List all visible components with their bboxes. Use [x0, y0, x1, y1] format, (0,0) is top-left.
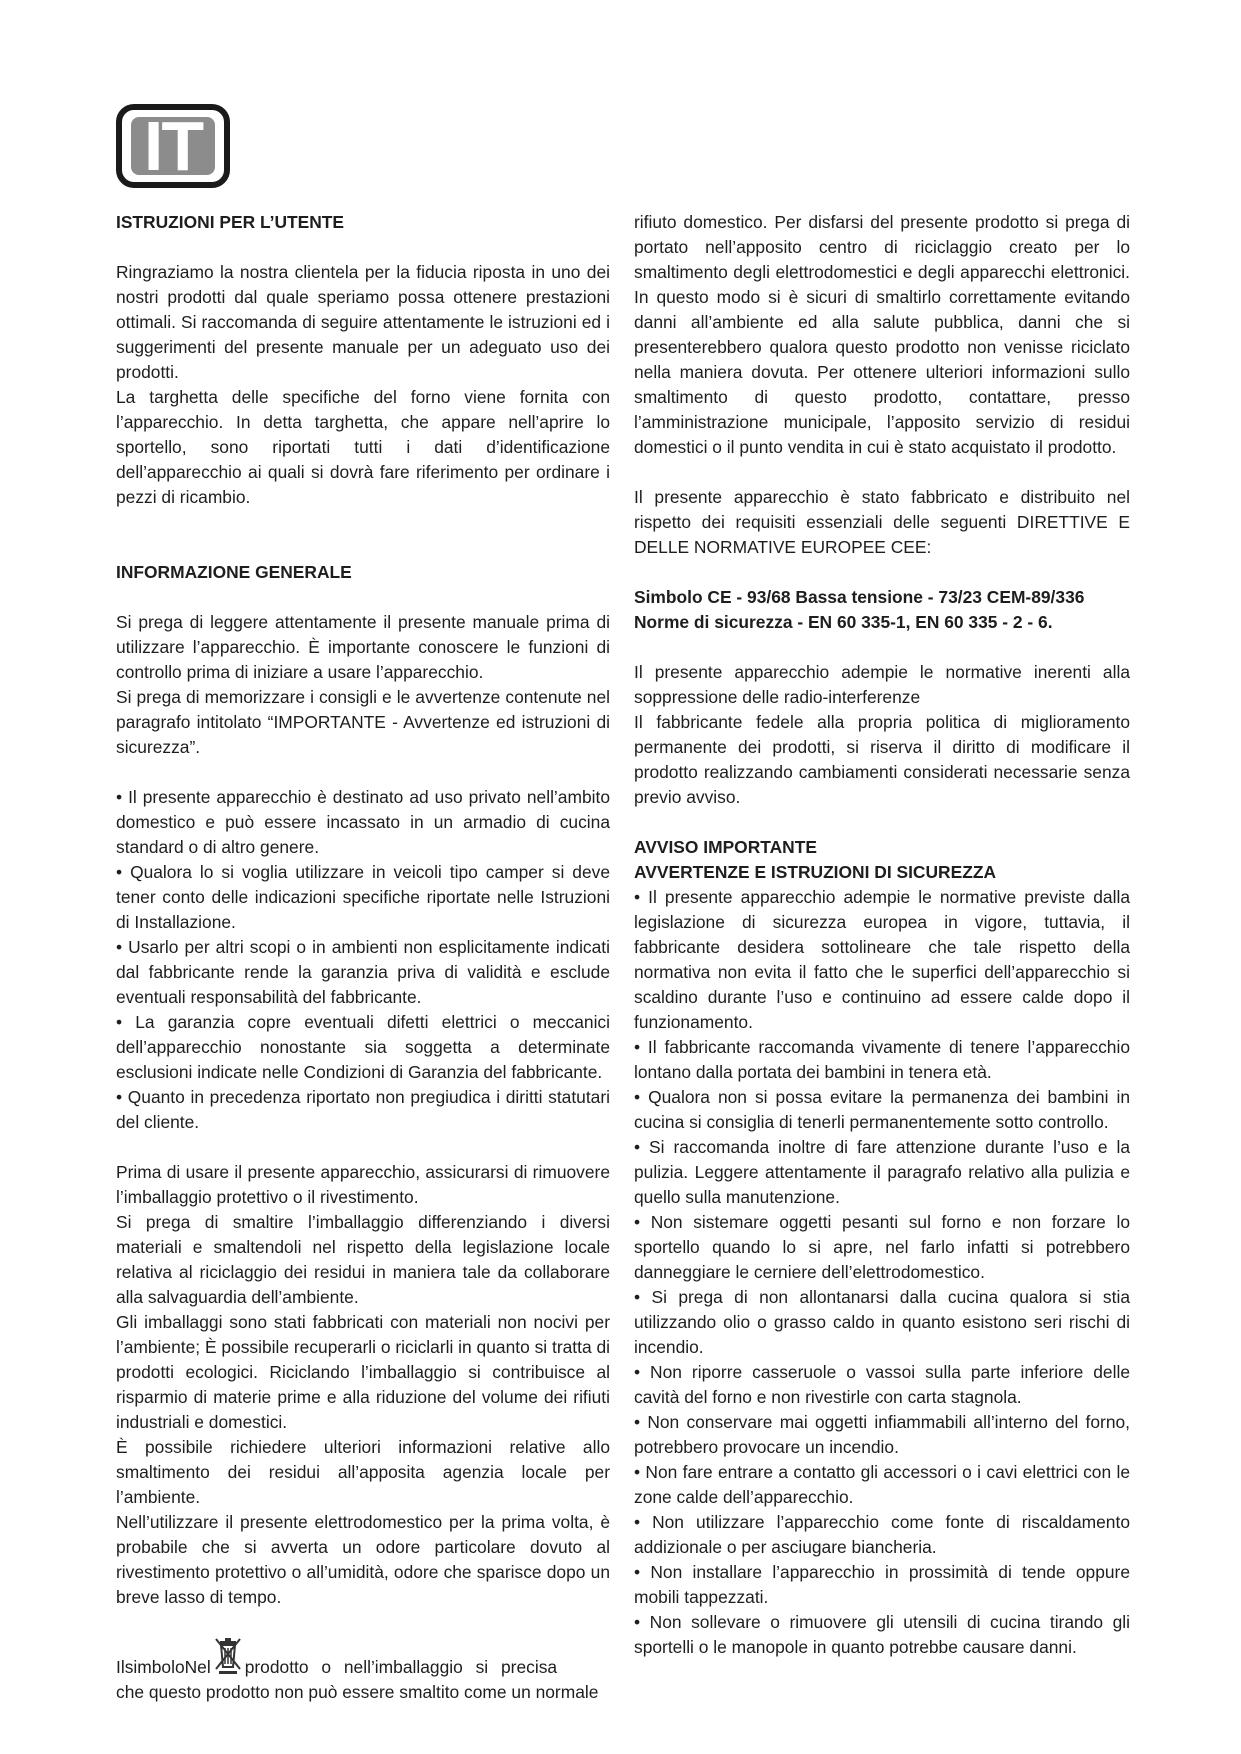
right-column — [634, 210, 1130, 1660]
directives-paragraph: Il presente apparecchio è stato fabbricato e distribuito nel rispetto dei requisiti essenziali delle seguenti DIRETTIVE E DELLE NORMATIVE EUROPEE CEE: — [634, 487, 1130, 557]
general-bullet: • Qualora lo si voglia utilizzare in veicoli tipo camper si deve tener conto delle indicazioni specifiche riportate nelle Istruzioni di Installazione. — [116, 862, 610, 932]
heading-user-instructions: ISTRUZIONI PER L’UTENTE — [116, 212, 345, 232]
packaging-paragraph-5: Nell’utilizzare il presente elettrodomestico per la prima volta, è probabile che si avverta un odore particolare dovuto al rivestimento protettivo o all’umidità, odore che sparisce dopo un breve lasso di tempo. — [116, 1512, 610, 1607]
safety-bullet: • Non conservare mai oggetti infiammabili all’interno del forno, potrebbero provocare un incendio. — [634, 1412, 1130, 1457]
safety-bullet: • Non installare l’apparecchio in prossimità di tende oppure mobili tappezzati. — [634, 1562, 1130, 1607]
safety-bullet: • Non fare entrare a contatto gli accessori o i cavi elettrici con le zone calde dell’apparecchio. — [634, 1462, 1130, 1507]
manufacturer-paragraph: Il fabbricante fedele alla propria politica di miglioramento permanente dei prodotti, si riserva il diritto di modificare il prodotto realizzando cambiamenti considerati necessarie senza previo avviso. — [634, 712, 1130, 807]
symbol-paragraph — [116, 1635, 610, 1705]
ce-line-2: Norme di sicurezza - EN 60 335-1, EN 60 335 - 2 - 6. — [634, 612, 1053, 632]
safety-bullet: • Non riporre casseruole o vassoi sulla parte inferiore delle cavità del forno e non rivestirle con carta stagnola. — [634, 1362, 1130, 1407]
general-bullet: • La garanzia copre eventuali difetti elettrici o meccanici dell’apparecchio nonostante sia soggetta a determinate esclusioni indicate nelle Condizioni di Garanzia del fabbricante. — [116, 1012, 610, 1082]
general-paragraph-2: Si prega di memorizzare i consigli e le avvertenze contenute nel paragrafo intitolato “IMPORTANTE - Avvertenze ed istruzioni di sicurezza”. — [116, 687, 610, 757]
general-paragraph-1: Si prega di leggere attentamente il presente manuale prima di utilizzare l’apparecchio. È importante conoscere le funzioni di controllo prima di iniziare a usare l’apparecchio. — [116, 612, 610, 682]
packaging-paragraph-2: Si prega di smaltire l’imballaggio differenziando i diversi materiali e smaltendoli nel rispetto della legislazione locale relativa al riciclaggio dei residui in maniera tale da collaborare alla salvaguardia dell’ambiente. — [116, 1212, 610, 1307]
safety-bullet: • Qualora non si possa evitare la permanenza dei bambini in cucina si consiglia di tenerli permanentemente sotto controllo. — [634, 1087, 1130, 1132]
packaging-paragraph-1: Prima di usare il presente apparecchio, assicurarsi di rimuovere l’imballaggio protettivo o il rivestimento. — [116, 1162, 610, 1207]
ce-line-1: Simbolo CE - 93/68 Bassa tensione - 73/23 CEM-89/336 — [634, 587, 1085, 607]
disposal-paragraph: rifiuto domestico. Per disfarsi del presente prodotto si prega di portato nell’apposito centro di riciclaggio creato per lo smaltimento degli elettrodomestici e degli apparecchi elettronici. In questo modo si è sicuri di smaltirlo correttamente evitando danni all’ambiente ed alla salute pubblica, danni che si presenterebbero qualora questo prodotto non venisse riciclato nella maniera dovuta. Per ottenere ulteriori informazioni sullo smaltimento di questo prodotto, contattare, presso l’amministrazione municipale, l’apposito servizio di residui domestici o il punto vendita in cui è stato acquistato il prodotto. — [634, 212, 1130, 457]
symbol-text-a: IlsimboloNel — [116, 1657, 211, 1677]
heading-general-information: INFORMAZIONE GENERALE — [116, 562, 352, 582]
language-badge-label: IT — [131, 117, 215, 175]
radio-paragraph: Il presente apparecchio adempie le normative inerenti alla soppressione delle radio-interferenze — [634, 662, 1130, 707]
safety-bullet: • Non utilizzare l’apparecchio come fonte di riscaldamento addizionale o per asciugare biancheria. — [634, 1512, 1130, 1557]
crossed-bin-icon — [213, 1635, 243, 1675]
safety-bullet: • Il fabbricante raccomanda vivamente di tenere l’apparecchio lontano dalla portata dei bambini in tenera età. — [634, 1037, 1130, 1082]
symbol-text-c: che questo prodotto non può essere smaltito come un normale — [116, 1682, 599, 1702]
general-bullet: • Il presente apparecchio è destinato ad uso privato nell’ambito domestico e può essere incassato in un armadio di cucina standard o di altro genere. — [116, 787, 610, 857]
safety-bullet: • Non sollevare o rimuovere gli utensili di cucina tirando gli sportelli o le manopole in quanto potrebbe causare danni. — [634, 1612, 1130, 1657]
packaging-paragraph-3: Gli imballaggi sono stati fabbricati con materiali non nocivi per l’ambiente; È possibile recuperarli o riciclarli in quanto si tratta di prodotti ecologici. Riciclando l’imballaggio si contribuisce al risparmio di materie prime e alla riduzione del volume dei rifiuti industriali e domestici. — [116, 1312, 610, 1432]
intro-paragraph-2: La targhetta delle specifiche del forno viene fornita con l’apparecchio. In detta targhetta, che appare nell’aprire lo sportello, sono riportati tutti i dati d’identificazione dell’apparecchio ai quali si dovrà fare riferimento per ordinare i pezzi di ricambio. — [116, 387, 610, 507]
general-bullet: • Usarlo per altri scopi o in ambienti non esplicitamente indicati dal fabbricante rende la garanzia priva di validità e esclude eventuali responsabilità del fabbricante. — [116, 937, 610, 1007]
symbol-text-b: prodotto o nell’imballaggio si precisa — [244, 1657, 558, 1677]
intro-paragraph-1: Ringraziamo la nostra clientela per la fiducia riposta in uno dei nostri prodotti dal quale speriamo possa ottenere prestazioni ottimali. Si raccomanda di seguire attentamente le istruzioni ed i suggerimenti del presente manuale per un adeguato uso dei prodotti. — [116, 262, 610, 382]
general-bullet: • Quanto in precedenza riportato non pregiudica i diritti statutari del cliente. — [116, 1087, 610, 1132]
safety-bullet: • Si prega di non allontanarsi dalla cucina qualora si stia utilizzando olio o grasso caldo in quanto esistono seri rischi di incendio. — [634, 1287, 1130, 1357]
packaging-paragraph-4: È possibile richiedere ulteriori informazioni relative allo smaltimento dei residui all’apposita agenzia locale per l’ambiente. — [116, 1437, 610, 1507]
left-column — [116, 210, 610, 1705]
safety-bullet: • Si raccomanda inoltre di fare attenzione durante l’uso e la pulizia. Leggere attentamente il paragrafo relativo alla pulizia e quello sulla manutenzione. — [634, 1137, 1130, 1207]
heading-important-notice: AVVISO IMPORTANTE — [634, 837, 817, 857]
safety-bullet: • Il presente apparecchio adempie le normative previste dalla legislazione di sicurezza europea in vigore, tuttavia, il fabbricante desidera sottolineare che tale rispetto della normativa non evita il fatto che le superfici dell’apparecchio si scaldino durante l’uso e continuino ad essere calde dopo il funzionamento. — [634, 887, 1130, 1032]
language-badge — [116, 104, 230, 188]
safety-bullet: • Non sistemare oggetti pesanti sul forno e non forzare lo sportello quando lo si apre, nel farlo infatti si potrebbero danneggiare le cerniere dell’elettrodomestico. — [634, 1212, 1130, 1282]
heading-safety-warnings: AVVERTENZE E ISTRUZIONI DI SICUREZZA — [634, 862, 997, 882]
